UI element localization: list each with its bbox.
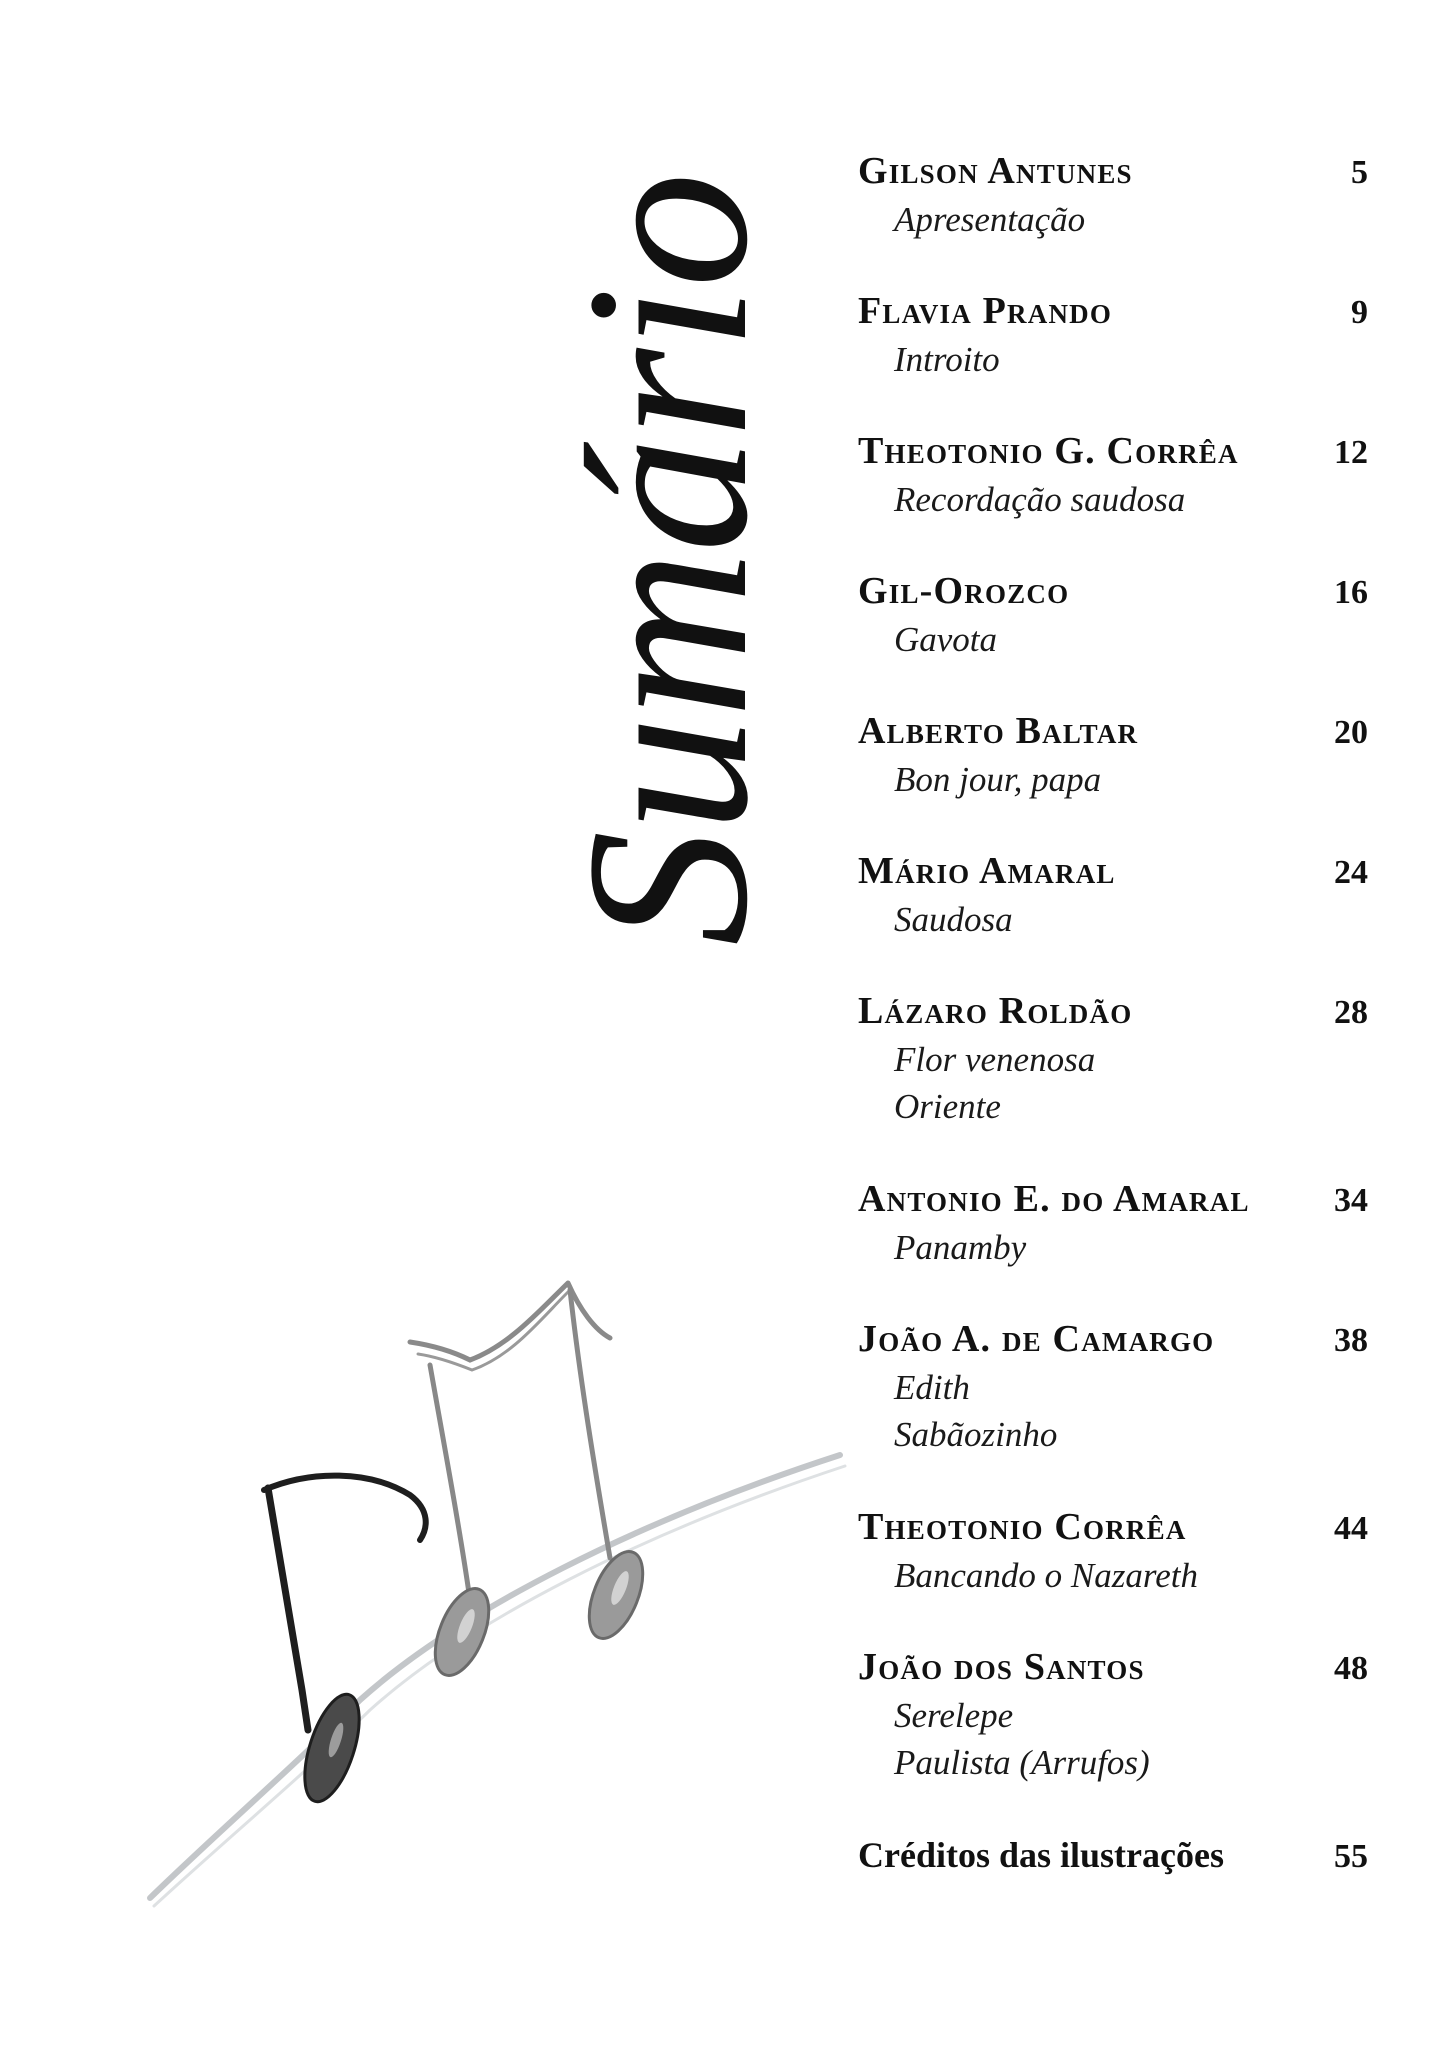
toc-work: Sabãozinho	[894, 1415, 1058, 1454]
toc-credits-label: Créditos das ilustrações	[858, 1835, 1224, 1875]
toc-work: Panamby	[894, 1228, 1027, 1267]
toc-page-number: 12	[1334, 434, 1368, 471]
toc-entry[interactable]	[858, 288, 1368, 383]
toc-entry[interactable]	[858, 1176, 1368, 1271]
music-notes-illustration	[140, 1270, 860, 1920]
staff-line	[150, 1455, 840, 1898]
toc-entry[interactable]	[858, 148, 1368, 243]
toc-page-number: 20	[1334, 714, 1368, 751]
toc-entry-credits[interactable]	[858, 1832, 1368, 1880]
staff-line-shadow	[154, 1466, 845, 1906]
toc-entry[interactable]	[858, 1504, 1368, 1599]
toc-page-number: 24	[1334, 854, 1368, 891]
toc-page-number: 16	[1334, 574, 1368, 611]
toc-page-number: 28	[1334, 994, 1368, 1031]
toc-work: Paulista (Arrufos)	[894, 1743, 1150, 1782]
toc-author: Mário Amaral	[858, 850, 1116, 892]
stem-right	[570, 1290, 610, 1558]
toc-work: Serelepe	[894, 1696, 1014, 1735]
toc-author: João dos Santos	[858, 1646, 1145, 1688]
toc-page-number: 55	[1334, 1838, 1368, 1875]
toc-work: Bancando o Nazareth	[894, 1556, 1198, 1595]
toc-entry[interactable]	[858, 428, 1368, 523]
toc-work: Flor venenosa	[894, 1040, 1096, 1079]
toc-author: Theotonio Corrêa	[858, 1506, 1187, 1548]
toc-work: Bon jour, papa	[894, 760, 1102, 799]
eighth-note-flag	[264, 1476, 426, 1540]
toc-work: Edith	[894, 1368, 970, 1407]
toc-page-number: 5	[1351, 154, 1368, 191]
toc-page-number: 44	[1334, 1510, 1368, 1547]
toc-entry[interactable]	[858, 568, 1368, 663]
toc-entry[interactable]	[858, 708, 1368, 803]
toc-author: Theotonio G. Corrêa	[858, 430, 1239, 472]
toc-author: Antonio E. do Amaral	[858, 1178, 1250, 1220]
toc-work: Introito	[894, 340, 1000, 379]
stem-left	[430, 1365, 470, 1600]
toc-author: Lázaro Roldão	[858, 990, 1133, 1032]
toc-page-number: 34	[1334, 1182, 1368, 1219]
toc-author: Gil-Orozco	[858, 570, 1070, 612]
toc-work: Recordação saudosa	[894, 480, 1186, 519]
music-notes-drawing	[140, 1270, 860, 1920]
title-container	[539, 150, 796, 970]
toc-entry[interactable]	[858, 1644, 1368, 1786]
toc-author: Alberto Baltar	[858, 710, 1139, 752]
toc-author: Gilson Antunes	[858, 150, 1133, 192]
toc-author: João A. de Camargo	[858, 1318, 1215, 1360]
toc-author: Flavia Prando	[858, 290, 1113, 332]
toc-page-number: 9	[1351, 294, 1368, 331]
eighth-note-stem	[268, 1488, 308, 1730]
toc-work: Apresentação	[894, 200, 1086, 239]
toc-work: Oriente	[894, 1087, 1001, 1126]
toc-entry[interactable]	[858, 848, 1368, 943]
toc-page-number: 48	[1334, 1650, 1368, 1687]
toc-page-number: 38	[1334, 1322, 1368, 1359]
toc-work: Gavota	[894, 620, 998, 659]
page-title: Sumário	[539, 173, 796, 947]
toc-entry[interactable]	[858, 988, 1368, 1130]
toc-entry[interactable]	[858, 1316, 1368, 1458]
toc-work: Saudosa	[894, 900, 1013, 939]
